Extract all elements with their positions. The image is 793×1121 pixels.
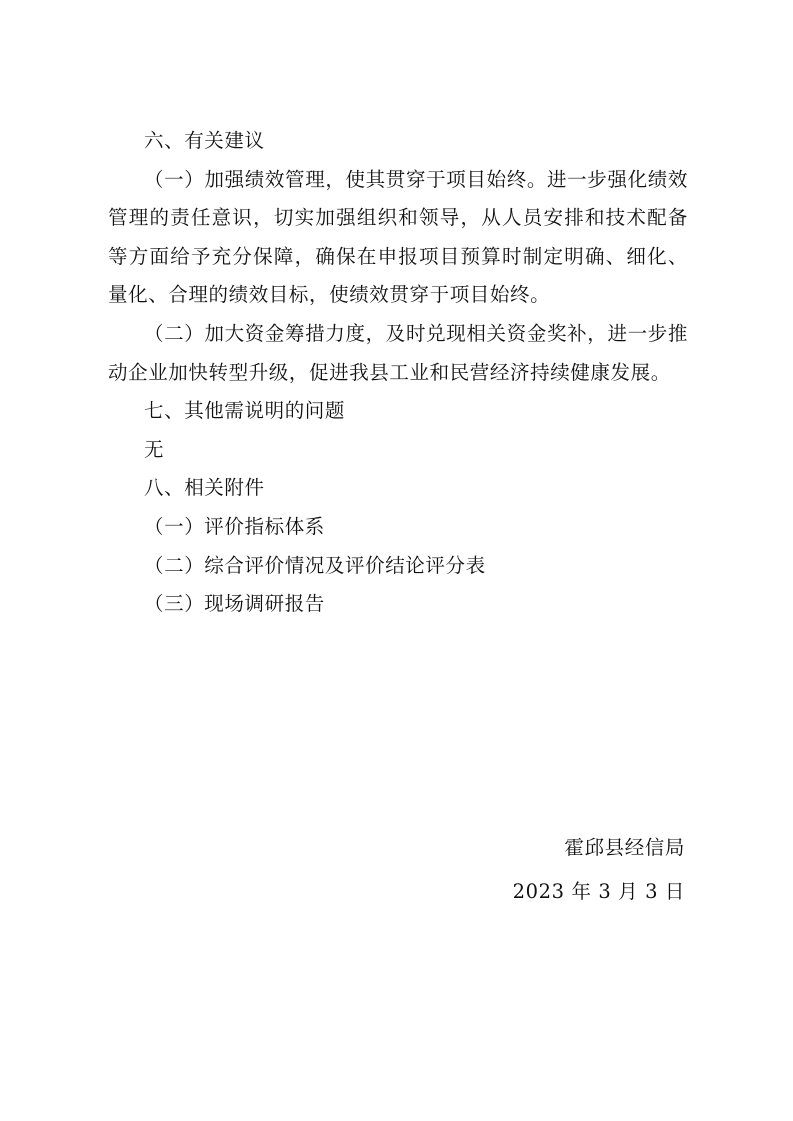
attachment-item-2: （二）综合评价情况及评价结论评分表	[144, 553, 486, 577]
attachment-item-1: （一）评价指标体系	[144, 514, 325, 538]
document-body	[108, 122, 688, 624]
signature-block	[513, 826, 685, 914]
section-6-paragraph-2: （二）加大资金筹措力度，及时兑现相关资金奖补，进一步推动企业加快转型升级，促进我县工业和民营经济持续健康发展。	[108, 321, 688, 384]
signature-date: 2023 年 3 月 3 日	[512, 880, 685, 903]
section-6-title: 六、有关建议	[144, 129, 265, 152]
section-8-title: 八、相关附件	[144, 476, 265, 500]
section-6-paragraph-1: （一）加强绩效管理，使其贯穿于项目始终。进一步强化绩效管理的责任意识，切实加强组织和领导，从人员安排和技术配备等方面给予充分保障，确保在申报项目预算时制定明确、细化、量化、合理的绩效目标，使绩效贯穿于项目始终。	[108, 167, 688, 307]
attachment-item-3: （三）现场调研报告	[144, 592, 325, 616]
section-7-body: 无	[144, 437, 165, 461]
signature-organization: 霍邱县经信局	[564, 836, 685, 859]
section-7-title: 七、其他需说明的问题	[144, 399, 346, 423]
